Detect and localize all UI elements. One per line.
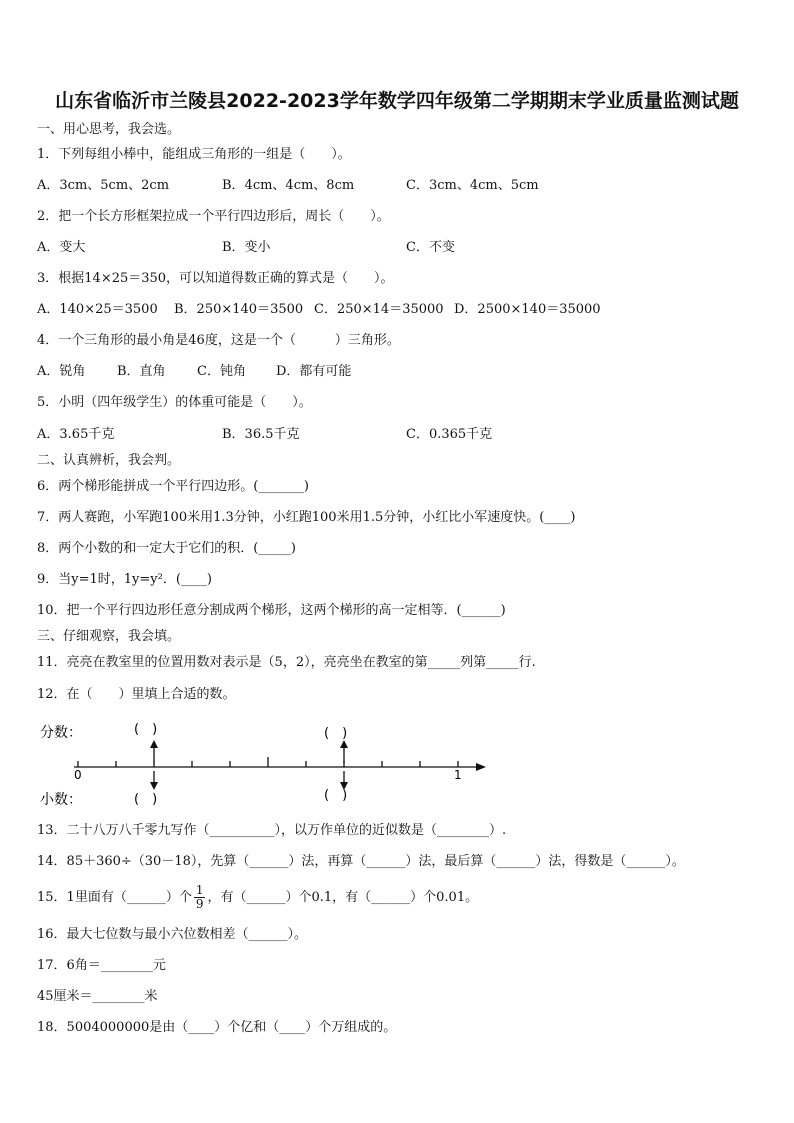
decimal-label: 小数： (40, 792, 82, 808)
question-5: 5．小明（四年级学生）的体重可能是（ ）。 (37, 395, 312, 410)
q3-option-d: D．2500×140＝35000 (454, 302, 601, 317)
q5-option-b: B．36.5千克 (222, 427, 300, 442)
q5-option-a: A．3.65千克 (37, 427, 115, 442)
q15-prefix: 15．1里面有（______）个 (37, 890, 192, 905)
question-3: 3．根据14×25＝350，可以知道得数正确的算式是（ ）。 (37, 271, 394, 286)
tick-label-1: 1 (454, 768, 462, 782)
question-2: 2．把一个长方形框架拉成一个平行四边形后，周长（ ）。 (37, 209, 390, 224)
question-17-a: 17．6角＝________元 (37, 958, 166, 973)
question-1: 1．下列每组小棒中，能组成三角形的一组是（ ）。 (37, 147, 351, 162)
tick-label-0: 0 (74, 768, 82, 782)
q1-option-a: A．3cm、5cm、2cm (37, 178, 170, 193)
exam-title: 山东省临沂市兰陵县2022-2023学年数学四年级第二学期期末学业质量监测试题 (55, 90, 739, 112)
section-2-heading: 二、认真辨析，我会判。 (37, 453, 181, 468)
question-15 (37, 884, 478, 911)
q3-option-b: B．250×140＝3500 (174, 302, 304, 317)
question-8: 8．两个小数的和一定大于它们的积．(_____) (37, 541, 296, 556)
number-line-figure (30, 715, 500, 815)
fraction-numerator: 1 (195, 883, 204, 897)
q4-option-c: C．钝角 (197, 364, 246, 379)
q2-option-b: B．变小 (222, 240, 271, 255)
q3-option-c: C．250×14＝35000 (314, 302, 444, 317)
fraction-blank-right: ( ) (324, 726, 348, 741)
q4-option-d: D．都有可能 (276, 364, 352, 379)
q4-option-a: A．锐角 (37, 364, 86, 379)
question-10: 10．把一个平行四边形任意分割成两个梯形，这两个梯形的高一定相等．(______) (37, 603, 506, 618)
question-4: 4．一个三角形的最小角是46度，这是一个（ ）三角形。 (37, 333, 400, 348)
fraction-denominator: 9 (195, 897, 204, 911)
question-6: 6．两个梯形能拼成一个平行四边形。(_______) (37, 479, 309, 494)
question-9: 9．当y=1时，1y=y²．(____) (37, 572, 212, 587)
q5-option-c: C．0.365千克 (406, 427, 493, 442)
axis-arrowhead (476, 763, 486, 771)
question-7: 7．两人赛跑，小军跑100米用1.3分钟，小红跑100米用1.5分钟，小红比小军速度快。(____) (37, 510, 576, 525)
tick-marks (78, 757, 458, 767)
q15-suffix: ，有（______）个0.1，有（______）个0.01。 (207, 890, 479, 905)
question-16: 16．最大七位数与最小六位数相差（______）。 (37, 927, 308, 942)
q3-option-a: A．140×25＝3500 (37, 302, 158, 317)
decimal-blank-right: ( ) (324, 788, 348, 803)
fraction-one-ninth (194, 884, 206, 911)
section-3-heading: 三、仔细观察，我会填。 (37, 629, 181, 644)
q2-option-a: A．变大 (37, 240, 86, 255)
question-12: 12．在（ ）里填上合适的数。 (37, 687, 236, 702)
q1-option-c: C．3cm、4cm、5cm (406, 178, 539, 193)
fraction-blank-left: ( ) (134, 722, 158, 737)
question-17-b: 45厘米＝________米 (37, 989, 158, 1004)
question-11: 11．亮亮在教室里的位置用数对表示是（5，2），亮亮坐在教室的第_____列第_____行. (37, 655, 536, 670)
question-18: 18．5004000000是由（____）个亿和（____）个万组成的。 (37, 1020, 397, 1035)
q2-option-c: C．不变 (406, 240, 455, 255)
q4-option-b: B．直角 (117, 364, 166, 379)
question-13: 13．二十八万八千零九写作（__________），以万作单位的近似数是（________）. (37, 823, 507, 838)
q1-option-b: B．4cm、4cm、8cm (222, 178, 355, 193)
decimal-blank-left: ( ) (134, 792, 158, 807)
question-14: 14．85＋360÷（30－18），先算（______）法，再算（______）法，最后算（______）法，得数是（______）。 (37, 854, 685, 869)
section-1-heading: 一、用心思考，我会选。 (37, 122, 181, 137)
fraction-label: 分数： (40, 725, 82, 741)
